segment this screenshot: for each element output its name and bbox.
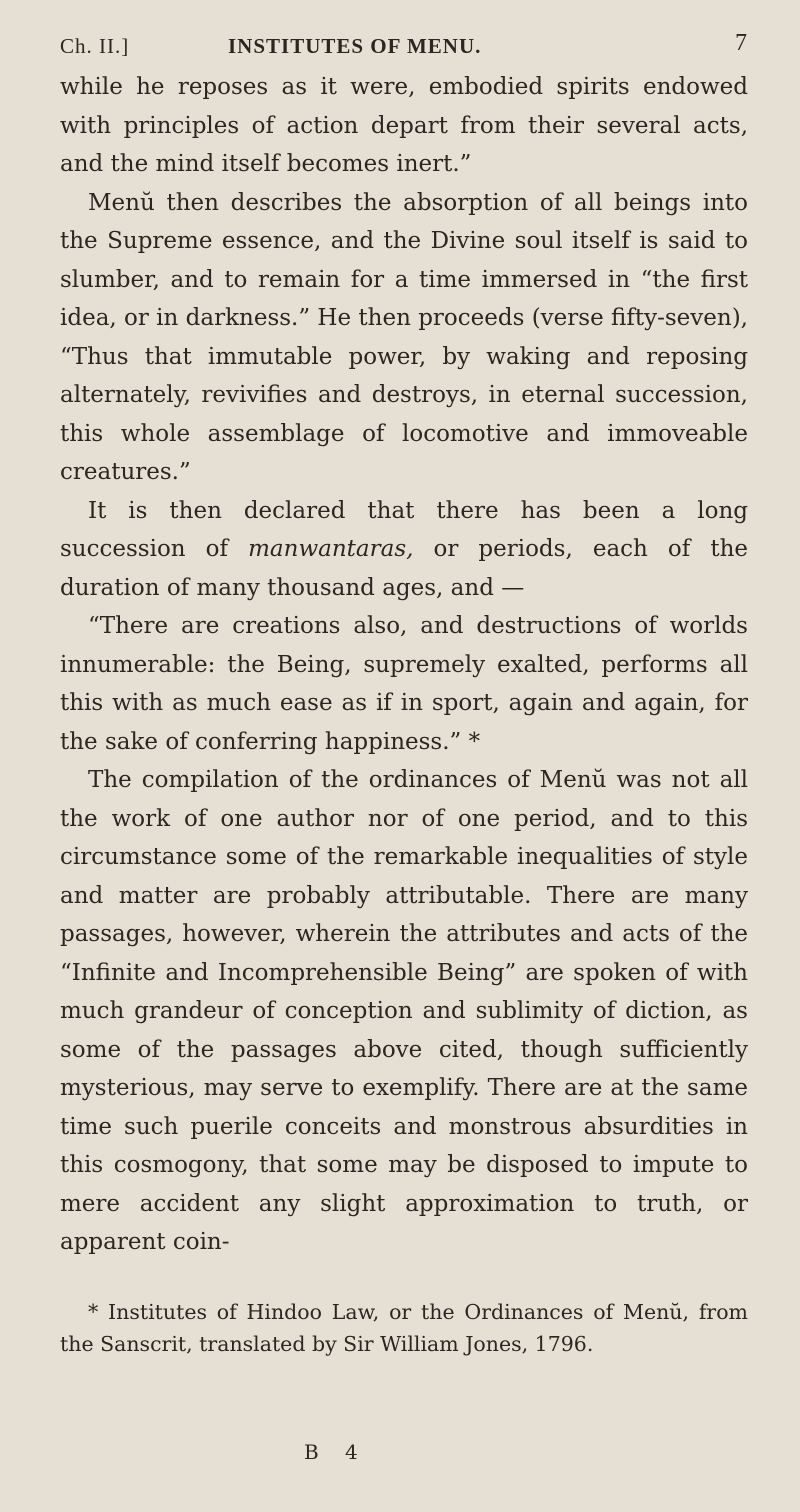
paragraph-4-quote: “There are creations also, and destructions of worlds innumerable: the Being, supremely exalted, performs all this with as much ease as if in sport, again and again, for the sake of conferring happiness.” *	[60, 613, 748, 755]
paragraph-3	[60, 492, 748, 608]
paragraph-2: Menŭ then describes the absorption of all beings into the Supreme essence, and the Divine soul itself is said to slumber, and to remain for a time immersed in “the first idea, or in darkness.” He then proceeds (verse fifty-seven), “Thus that immutable power, by waking and reposing alternately, revivifies and destroys, in eternal succession, this whole assemblage of locomotive and immoveable creatures.”	[60, 189, 748, 485]
page-number: 7	[735, 30, 748, 56]
paragraph-3-start: It is then declared that there has been a long succession of	[60, 497, 748, 562]
running-title: INSTITUTES OF MENU.	[228, 34, 482, 58]
footnote	[60, 1296, 748, 1360]
signature-mark: B 4	[304, 1440, 368, 1464]
paragraph-1: while he reposes as it were, embodied spirits endowed with principles of action depart from their several acts, and the mind itself becomes inert.”	[60, 74, 748, 177]
italic-term: manwantaras,	[248, 536, 414, 562]
paragraph-5: The compilation of the ordinances of Menŭ was not all the work of one author nor of one period, and to this circumstance some of the remarkable inequalities of style and matter are probably attributable. There are many passages, however, wherein the attributes and acts of the “Infinite and Incomprehensible Being” are spoken of with much grandeur of conception and sublimity of diction, as some of the passages above cited, though sufficiently mysterious, may serve to exemplify. There are at the same time such puerile conceits and monstrous absurdities in this cosmogony, that some may be disposed to impute to mere accident any slight approximation to truth, or apparent coin-	[60, 767, 748, 1255]
paragraph-3-end: or periods, each of the duration of many thousand ages, and —	[60, 536, 748, 601]
running-header	[60, 26, 748, 68]
chapter-label: Ch. II.]	[60, 34, 130, 58]
body-text	[60, 68, 748, 1262]
footnote-text: * Institutes of Hindoo Law, or the Ordinances of Menŭ, from the Sanscrit, translated by Sir William Jones, 1796.	[60, 1299, 748, 1356]
